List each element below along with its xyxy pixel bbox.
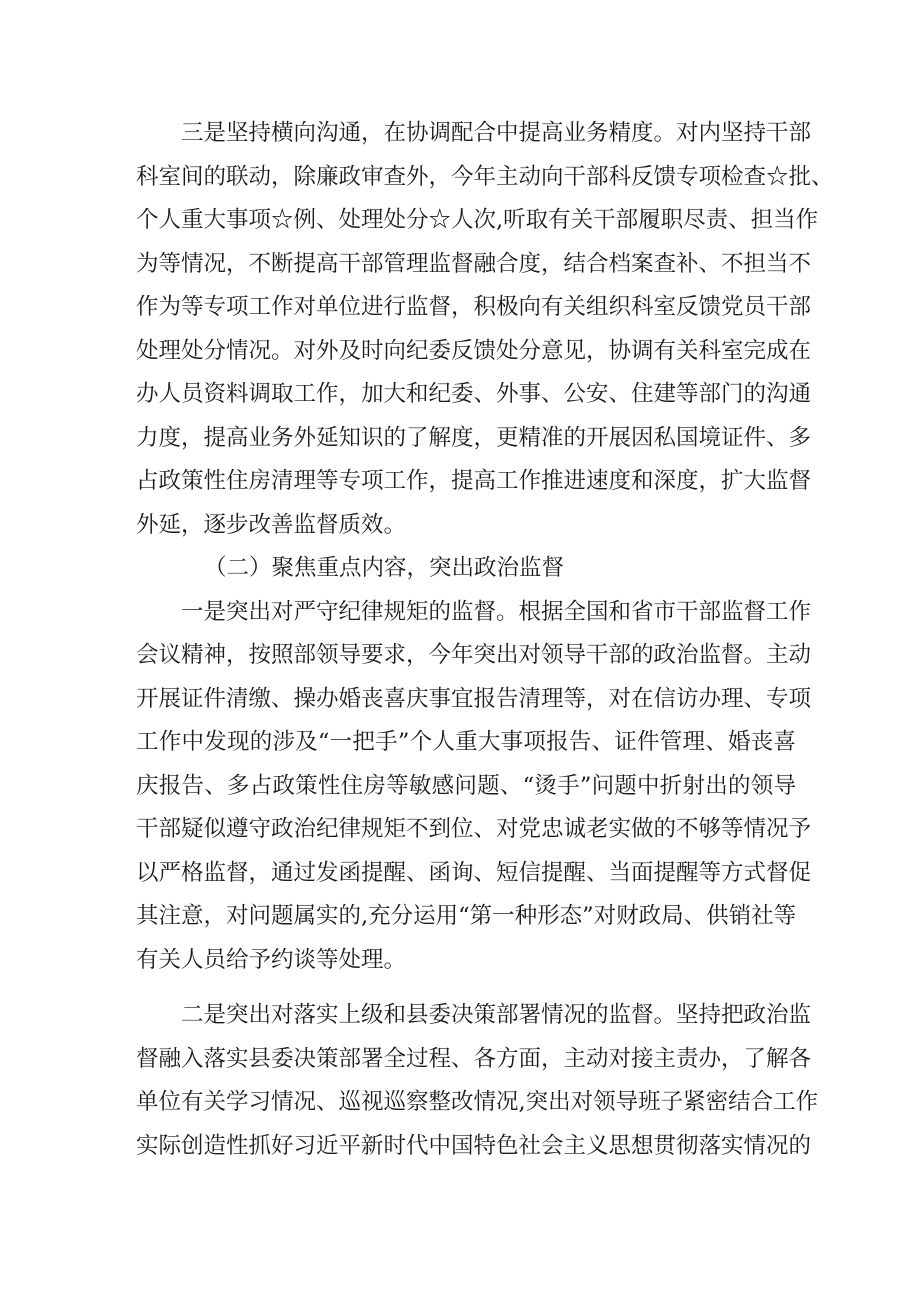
paragraph-line: 以严格监督，通过发函提醒、函询、短信提醒、当面提醒等方式督促 <box>136 859 812 886</box>
paragraph-spacer <box>136 982 796 994</box>
paragraph-line: 单位有关学习情况、巡视巡察整改情况,突出对领导班子紧密结合工作 <box>136 1089 819 1115</box>
paragraph-line: 其注意，对问题属实的,充分运用“第一种形态”对财政局、供销社等 <box>136 903 797 929</box>
paragraph-horizontal-communication <box>136 112 834 547</box>
paragraph-line: 二是突出对落实上级和县委决策部署情况的监督。坚持把政治监 <box>181 1002 812 1028</box>
section-heading: （二）聚焦重点内容，突出政治监督 <box>204 555 565 581</box>
paragraph-line: 实际创造性抓好习近平新时代中国特色社会主义思想贯彻落实情况的 <box>136 1132 812 1159</box>
paragraph-discipline-supervision <box>136 591 812 983</box>
paragraph-line: 力度，提高业务外延知识的了解度，更精准的开展因私国境证件、多 <box>136 424 812 451</box>
paragraph-line: 开展证件清缴、操办婚丧喜庆事宜报告清理等，对在信访办理、专项 <box>136 685 812 712</box>
paragraph-line: 科室间的联动，除廉政审查外，今年主动向干部科反馈专项检查☆批、 <box>136 163 834 190</box>
paragraph-line: 督融入落实县委决策部署全过程、各方面，主动对接主责办，了解各 <box>136 1045 812 1072</box>
paragraph-line: 一是突出对严守纪律规矩的监督。根据全国和省市干部监督工作 <box>181 598 812 625</box>
paragraph-line: 办人员资料调取工作，加大和纪委、外事、公安、住建等部门的沟通 <box>136 381 812 407</box>
paragraph-line: 庆报告、多占政策性住房等敏感问题、“烫手”问题中折射出的领导 <box>136 772 796 799</box>
paragraph-line: 个人重大事项☆例、处理处分☆人次,听取有关干部履职尽责、担当作 <box>136 207 819 233</box>
paragraph-line: 处理处分情况。对外及时向纪委反馈处分意见，协调有关科室完成在 <box>136 337 812 364</box>
paragraph-line: 三是坚持横向沟通，在协调配合中提高业务精度。对内坚持干部 <box>181 120 812 146</box>
paragraph-line: 外延，逐步改善监督质效。 <box>136 511 407 538</box>
document-body <box>136 112 834 1168</box>
paragraph-line: 作为等专项工作对单位进行监督，积极向有关组织科室反馈党员干部 <box>136 294 812 320</box>
paragraph-line: 占政策性住房清理等专项工作，提高工作推进速度和深度，扩大监督 <box>136 468 812 494</box>
paragraph-line: 有关人员给予约谈等处理。 <box>136 946 407 973</box>
paragraph-line: 干部疑似遵守政治纪律规矩不到位、对党忠诚老实做的不够等情况予 <box>136 816 812 842</box>
paragraph-decision-implementation <box>136 994 819 1168</box>
paragraph-line: 为等情况，不断提高干部管理监督融合度，结合档案查补、不担当不 <box>136 250 812 277</box>
paragraph-line: 工作中发现的涉及“一把手”个人重大事项报告、证件管理、婚丧喜 <box>136 729 796 755</box>
paragraph-line: 会议精神，按照部领导要求，今年突出对领导干部的政治监督。主动 <box>136 642 812 668</box>
